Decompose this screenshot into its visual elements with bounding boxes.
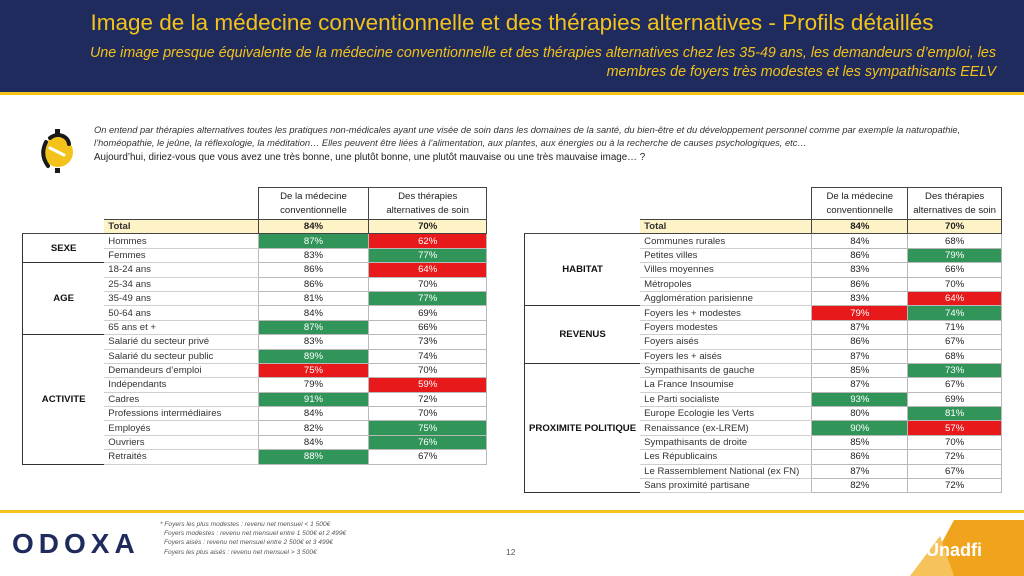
- row-label: Hommes: [104, 234, 258, 248]
- right-data-table: [524, 187, 1002, 493]
- page-title: Image de la médecine conventionnelle et des thérapies alternatives - Profils détaillés: [90, 10, 934, 35]
- value-cell: 75%: [369, 421, 487, 435]
- row-label: La France Insoumise: [640, 378, 812, 392]
- value-cell: 75%: [258, 363, 369, 377]
- total-value: 84%: [258, 220, 369, 234]
- empty-cell: [23, 220, 105, 234]
- group-label: SEXE: [23, 234, 105, 263]
- value-cell: 76%: [369, 435, 487, 449]
- odoxa-question-icon: [38, 128, 76, 174]
- table-row: [525, 234, 1002, 248]
- value-cell: 66%: [908, 263, 1002, 277]
- group-label: PROXIMITE POLITIQUE: [525, 363, 641, 493]
- row-label: Le Parti socialiste: [640, 392, 812, 406]
- value-cell: 72%: [908, 479, 1002, 493]
- empty-cell: [525, 220, 641, 234]
- row-label: 65 ans et +: [104, 320, 258, 334]
- row-label: Sympathisants de droite: [640, 435, 812, 449]
- value-cell: 70%: [908, 435, 1002, 449]
- question-text: Aujourd’hui, diriez-vous que vous avez une très bonne, une plutôt bonne, une plutôt mauvaise ou une très mauvaise image… ?: [94, 152, 646, 163]
- row-label: Retraités: [104, 450, 258, 464]
- column-header: Des thérapies alternatives de soin: [369, 188, 487, 220]
- column-header: De la médecine conventionnelle: [258, 188, 369, 220]
- value-cell: 87%: [258, 234, 369, 248]
- value-cell: 83%: [812, 291, 908, 305]
- row-label: 35-49 ans: [104, 291, 258, 305]
- row-label: Communes rurales: [640, 234, 812, 248]
- value-cell: 72%: [908, 450, 1002, 464]
- row-label: Le Rassemblement National (ex FN): [640, 464, 812, 478]
- row-label: Femmes: [104, 248, 258, 262]
- row-label: Demandeurs d’emploi: [104, 363, 258, 377]
- value-cell: 70%: [908, 277, 1002, 291]
- row-label: 18-24 ans: [104, 263, 258, 277]
- footnote: Foyers aisés : revenu net mensuel entre 2 500€ et 3 499€: [164, 539, 333, 547]
- value-cell: 85%: [812, 435, 908, 449]
- value-cell: 83%: [258, 248, 369, 262]
- value-cell: 70%: [369, 363, 487, 377]
- value-cell: 85%: [812, 363, 908, 377]
- value-cell: 91%: [258, 392, 369, 406]
- value-cell: 73%: [369, 335, 487, 349]
- value-cell: 84%: [258, 407, 369, 421]
- value-cell: 82%: [812, 479, 908, 493]
- value-cell: 79%: [258, 378, 369, 392]
- table-row: [525, 363, 1002, 377]
- value-cell: 86%: [258, 263, 369, 277]
- value-cell: 67%: [908, 335, 1002, 349]
- row-label: Petites villes: [640, 248, 812, 262]
- value-cell: 87%: [812, 464, 908, 478]
- value-cell: 86%: [812, 450, 908, 464]
- row-label: Employés: [104, 421, 258, 435]
- row-label: 50-64 ans: [104, 306, 258, 320]
- value-cell: 57%: [908, 421, 1002, 435]
- value-cell: 66%: [369, 320, 487, 334]
- value-cell: 64%: [369, 263, 487, 277]
- group-label: HABITAT: [525, 234, 641, 306]
- empty-header-cell: [525, 188, 641, 220]
- row-label: Agglomération parisienne: [640, 291, 812, 305]
- value-cell: 77%: [369, 248, 487, 262]
- footnotes: [160, 520, 346, 557]
- footnote: * Foyers les plus modestes : revenu net mensuel < 1 500€: [160, 521, 331, 528]
- value-cell: 64%: [908, 291, 1002, 305]
- header-banner: [0, 0, 1024, 92]
- table-row: [23, 263, 487, 277]
- value-cell: 84%: [258, 306, 369, 320]
- value-cell: 68%: [908, 234, 1002, 248]
- row-label: Ouvriers: [104, 435, 258, 449]
- table-row: [525, 306, 1002, 320]
- row-label: Foyers modestes: [640, 320, 812, 334]
- value-cell: 67%: [908, 378, 1002, 392]
- value-cell: 86%: [812, 335, 908, 349]
- group-label: ACTIVITE: [23, 335, 105, 465]
- value-cell: 74%: [369, 349, 487, 363]
- value-cell: 86%: [812, 277, 908, 291]
- left-data-table: [22, 187, 487, 465]
- column-header: Des thérapies alternatives de soin: [908, 188, 1002, 220]
- row-label: Indépendants: [104, 378, 258, 392]
- value-cell: 81%: [908, 407, 1002, 421]
- footnote: Foyers modestes : revenu net mensuel entre 1 500€ et 2 499€: [164, 530, 347, 538]
- value-cell: 93%: [812, 392, 908, 406]
- value-cell: 88%: [258, 450, 369, 464]
- value-cell: 79%: [908, 248, 1002, 262]
- value-cell: 74%: [908, 306, 1002, 320]
- value-cell: 84%: [812, 234, 908, 248]
- unadfi-logo: [910, 520, 1024, 576]
- row-label: Les Républicains: [640, 450, 812, 464]
- row-label: Professions intermédiaires: [104, 407, 258, 421]
- value-cell: 70%: [369, 277, 487, 291]
- value-cell: 68%: [908, 349, 1002, 363]
- value-cell: 79%: [812, 306, 908, 320]
- value-cell: 69%: [908, 392, 1002, 406]
- row-label: Cadres: [104, 392, 258, 406]
- value-cell: 59%: [369, 378, 487, 392]
- page-subtitle: Une image presque équivalente de la médecine conventionnelle et des thérapies alternatives chez les 35-49 ans, les demandeurs d’emploi, les membres de foyers très modestes et les sympathisants EELV: [89, 45, 996, 80]
- odoxa-logo: ODOXA: [12, 528, 140, 559]
- total-label: Total: [104, 220, 258, 234]
- row-label: Salarié du secteur privé: [104, 335, 258, 349]
- row-label: Foyers les + aisés: [640, 349, 812, 363]
- total-value: 70%: [369, 220, 487, 234]
- value-cell: 84%: [258, 435, 369, 449]
- value-cell: 83%: [812, 263, 908, 277]
- unadfi-logo-text: Unadfi: [926, 540, 982, 560]
- row-label: Sans proximité partisane: [640, 479, 812, 493]
- value-cell: 81%: [258, 291, 369, 305]
- table-row: [23, 335, 487, 349]
- value-cell: 87%: [258, 320, 369, 334]
- value-cell: 77%: [369, 291, 487, 305]
- empty-header-cell: [23, 188, 105, 220]
- value-cell: 90%: [812, 421, 908, 435]
- group-label: REVENUS: [525, 306, 641, 364]
- row-label: Foyers aisés: [640, 335, 812, 349]
- row-label: Métropoles: [640, 277, 812, 291]
- value-cell: 86%: [812, 248, 908, 262]
- row-label: Salarié du secteur public: [104, 349, 258, 363]
- total-value: 84%: [812, 220, 908, 234]
- value-cell: 67%: [369, 450, 487, 464]
- value-cell: 70%: [369, 407, 487, 421]
- row-label: Foyers les + modestes: [640, 306, 812, 320]
- value-cell: 73%: [908, 363, 1002, 377]
- row-label: Renaissance (ex-LREM): [640, 421, 812, 435]
- column-header: De la médecine conventionnelle: [812, 188, 908, 220]
- value-cell: 69%: [369, 306, 487, 320]
- row-label: Europe Ecologie les Verts: [640, 407, 812, 421]
- value-cell: 62%: [369, 234, 487, 248]
- value-cell: 80%: [812, 407, 908, 421]
- group-label: AGE: [23, 263, 105, 335]
- value-cell: 71%: [908, 320, 1002, 334]
- row-label: Sympathisants de gauche: [640, 363, 812, 377]
- value-cell: 87%: [812, 378, 908, 392]
- total-label: Total: [640, 220, 812, 234]
- footer-divider: [0, 510, 1024, 513]
- footnote: Foyers les plus aisés : revenu net mensuel > 3 500€: [164, 548, 317, 556]
- header-divider: [0, 92, 1024, 95]
- empty-header-cell: [104, 188, 258, 220]
- value-cell: 87%: [812, 349, 908, 363]
- value-cell: 83%: [258, 335, 369, 349]
- value-cell: 89%: [258, 349, 369, 363]
- page-number: 12: [506, 547, 516, 557]
- value-cell: 87%: [812, 320, 908, 334]
- table-row: [23, 234, 487, 248]
- row-label: Villes moyennes: [640, 263, 812, 277]
- intro-text: On entend par thérapies alternatives toutes les pratiques non-médicales ayant une visée de soin dans les domaines de la santé, du bien-être et du développement personnel comme par exemple la naturopathie, l’homéopathie, le jeûne, la réflexologie, la méditation… Elles peuvent être liées à l’alimentation, aux plantes, aux énergies ou à la recherche de causes psychologiques, etc…: [94, 125, 961, 149]
- row-label: 25-34 ans: [104, 277, 258, 291]
- total-value: 70%: [908, 220, 1002, 234]
- value-cell: 86%: [258, 277, 369, 291]
- empty-header-cell: [640, 188, 812, 220]
- value-cell: 67%: [908, 464, 1002, 478]
- value-cell: 72%: [369, 392, 487, 406]
- value-cell: 82%: [258, 421, 369, 435]
